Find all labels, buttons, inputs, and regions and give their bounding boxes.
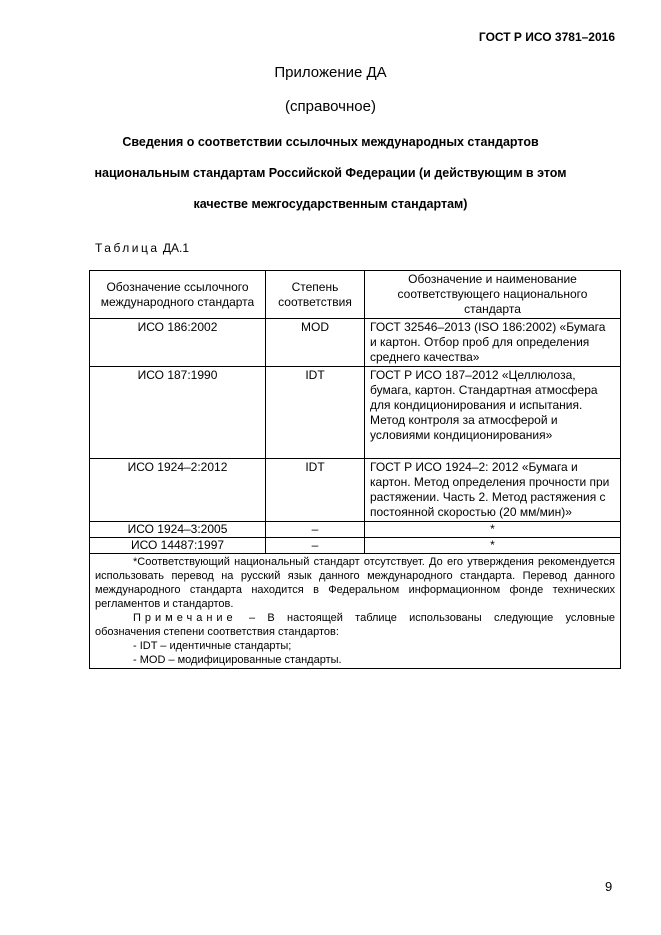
table-notes-cell xyxy=(90,554,621,669)
cell-degree: – xyxy=(266,522,365,538)
cell-national: ГОСТ Р ИСО 1924–2: 2012 «Бумага и картон. Метод определения прочности при растяжении. Часть 2. Метод растяжения с постоянной скоростью (20 мм/мин)» xyxy=(365,459,621,522)
cell-degree: IDT xyxy=(266,459,365,522)
cell-degree: IDT xyxy=(266,367,365,459)
cell-national: ГОСТ Р ИСО 187–2012 «Целлюлоза, бумага, картон. Стандартная атмосфера для кондиционирования и испытания. Метод контроля за атмосферой и условиями кондиционирования» xyxy=(365,367,621,459)
document-code: ГОСТ Р ИСО 3781–2016 xyxy=(478,30,615,44)
table-row xyxy=(90,319,621,367)
note-text: – В настоящей таблице использованы следующие условные обозначения степени соответствия стандартов: xyxy=(95,612,615,638)
note-paragraph xyxy=(95,611,615,639)
cell-national: * xyxy=(365,522,621,538)
cell-degree: MOD xyxy=(266,319,365,367)
cell-ref: ИСО 186:2002 xyxy=(90,319,266,367)
note-item-idt: - IDT – идентичные стандарты; xyxy=(133,640,292,652)
header-national-standard: Обозначение и наименование соответствующего национального стандарта xyxy=(365,271,621,319)
cell-ref: ИСО 1924–2:2012 xyxy=(90,459,266,522)
cell-ref: ИСО 187:1990 xyxy=(90,367,266,459)
page-number: 9 xyxy=(605,879,613,894)
footnote-text: *Соответствующий национальный стандарт отсутствует. До его утверждения рекомендуется использовать перевод на русский язык данного международного стандарта. Перевод данного международного стандарта находится в Федеральном информационном фонде технических регламентов и стандартов. xyxy=(95,556,615,610)
header-ref-standard: Обозначение ссылочного международного стандарта xyxy=(90,271,266,319)
subtitle-line-1: Сведения о соответствии ссылочных международных стандартов xyxy=(122,135,539,149)
table-row xyxy=(90,459,621,522)
cell-ref: ИСО 14487:1997 xyxy=(90,538,266,554)
table-row xyxy=(90,538,621,554)
header-degree: Степень соответствия xyxy=(266,271,365,319)
table-row xyxy=(90,522,621,538)
standards-table xyxy=(89,270,621,669)
table-caption xyxy=(95,241,189,255)
cell-national: * xyxy=(365,538,621,554)
subtitle-line-2: национальным стандартам Российской Федерации (и действующим в этом xyxy=(94,166,567,180)
table-header-row xyxy=(90,271,621,319)
subtitle-line-3: качестве межгосударственным стандартам) xyxy=(193,197,468,211)
table-caption-word: Таблица xyxy=(95,241,160,255)
table-notes-row xyxy=(90,554,621,669)
cell-ref: ИСО 1924–3:2005 xyxy=(90,522,266,538)
table-caption-number: ДА.1 xyxy=(162,241,190,255)
note-item-mod: - MOD – модифицированные стандарты. xyxy=(133,654,342,666)
cell-national: ГОСТ 32546–2013 (ISO 186:2002) «Бумага и картон. Отбор проб для определения среднего качества» xyxy=(365,319,621,367)
appendix-type: (справочное) xyxy=(285,98,376,115)
appendix-title: Приложение ДА xyxy=(274,64,387,81)
table-row xyxy=(90,367,621,459)
cell-degree: – xyxy=(266,538,365,554)
note-label: Примечание xyxy=(133,612,237,624)
